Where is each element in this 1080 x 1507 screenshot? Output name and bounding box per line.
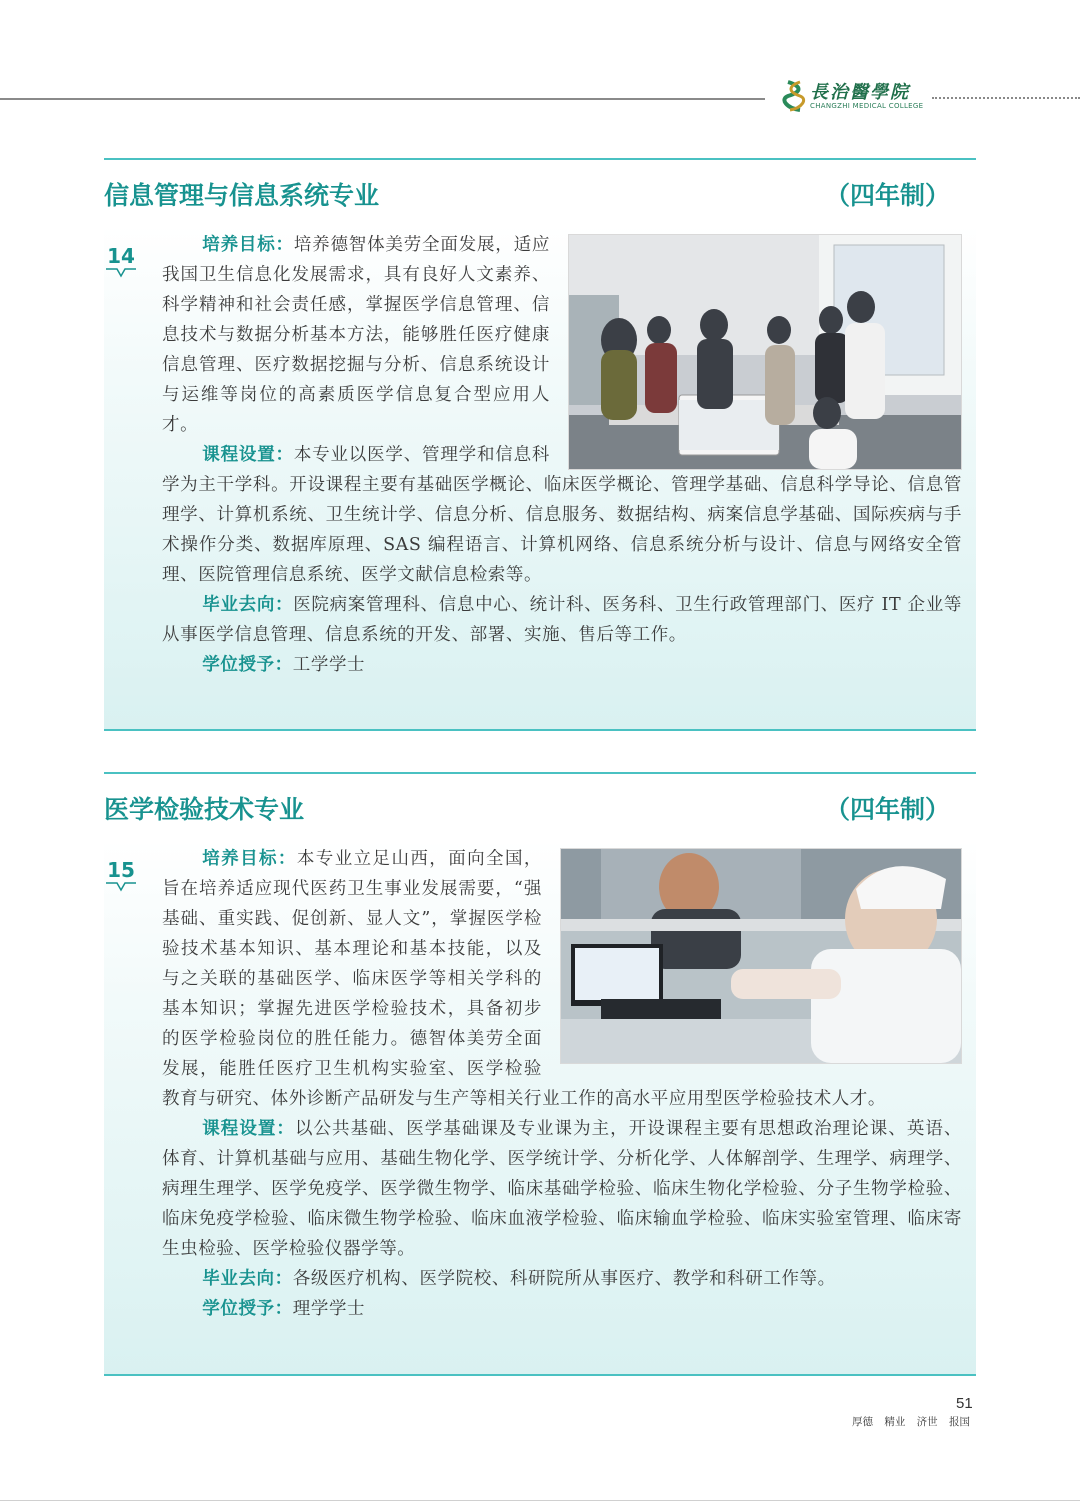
major-title: 医学检验技术专业	[104, 795, 305, 824]
logo-chinese-name: 長治醫學院	[810, 82, 910, 103]
footer-rule	[0, 1500, 1080, 1501]
office-visit-photo	[568, 234, 962, 470]
career-text: 医院病案管理科、信息中心、统计科、医务科、卫生行政管理部门、医疗 IT 企业等从事医学信息管理、信息系统的开发、部署、实施、售后等工作。	[162, 595, 963, 645]
major-description	[162, 844, 962, 1324]
blood-draw-photo	[560, 848, 962, 1064]
major-title: 信息管理与信息系统专业	[104, 181, 380, 210]
label-curriculum: 课程设置：	[202, 1119, 295, 1139]
label-curriculum: 课程设置：	[202, 445, 294, 465]
major-description	[162, 230, 962, 680]
chevron-down-icon	[106, 268, 136, 278]
college-emblem-icon	[782, 78, 808, 114]
section-bottom-rule	[104, 1374, 976, 1376]
program-duration: （四年制）	[824, 181, 950, 210]
major-number: 15	[107, 858, 135, 882]
label-career: 毕业去向：	[202, 1269, 293, 1289]
program-duration: （四年制）	[824, 795, 950, 824]
major-section-info-management	[104, 158, 976, 731]
training-goal-text: 本专业立足山西，面向全国，旨在培养适应现代医药卫生事业发展需要，“强基础、重实践、促创新、显人文”，掌握医学检验技术基本知识、基本理论和基本技能，以及与之关联的基础医学、临床医学等相关学科的基本知识；掌握先进医学检验技术，具备初步的医学检验岗位的胜任能力。德智体美劳全面发展，能胜任医疗卫生机构实验室、医学检验教育与研究、体外诊断产品研发与生产等相关行业工作的高水平应用型医学检验技术人才。	[162, 849, 886, 1109]
college-logo	[782, 78, 932, 118]
section-body	[104, 840, 976, 1374]
chevron-down-icon	[106, 882, 136, 892]
curriculum-text: 以公共基础、医学基础课及专业课为主，开设课程主要有思想政治理论课、英语、体育、计算机基础与应用、基础生物化学、医学统计学、分析化学、人体解剖学、生理学、病理学、病理生理学、医学免疫学、医学微生物学、临床基础学检验、临床生物化学检验、分子生物学检验、临床免疫学检验、临床微生物学检验、临床血液学检验、临床输血学检验、临床实验室管理、临床寄生虫检验、医学检验仪器学等。	[162, 1119, 963, 1259]
header-rule	[0, 98, 765, 100]
label-career: 毕业去向：	[202, 595, 294, 615]
label-training-goal: 培养目标：	[202, 235, 294, 255]
section-top-rule	[104, 158, 976, 160]
label-degree: 学位授予：	[202, 655, 293, 675]
college-motto: 厚德 精业 济世 报国	[852, 1416, 971, 1428]
header-dotted-rule	[932, 97, 1080, 99]
major-section-lab-medicine	[104, 772, 976, 1376]
degree-text: 理学学士	[292, 1299, 366, 1319]
training-goal-text: 培养德智体美劳全面发展，适应我国卫生信息化发展需求，具有良好人文素养、科学精神和社会责任感，掌握医学信息管理、信息技术与数据分析基本方法，能够胜任医疗健康信息管理、医疗数据挖掘与分析、信息系统设计与运维等岗位的高素质医学信息复合型应用人才。	[162, 235, 551, 435]
major-number: 14	[107, 244, 135, 268]
section-body	[104, 226, 976, 729]
section-top-rule	[104, 772, 976, 774]
career-text: 各级医疗机构、医学院校、科研院所从事医疗、教学和科研工作等。	[292, 1269, 836, 1289]
label-training-goal: 培养目标：	[202, 849, 297, 869]
label-degree: 学位授予：	[202, 1299, 293, 1319]
section-bottom-rule	[104, 729, 976, 731]
curriculum-text: 本专业以医学、管理学和信息科学为主干学科。开设课程主要有基础医学概论、临床医学概论、管理学基础、信息科学导论、信息管理学、计算机系统、卫生统计学、信息分析、信息服务、数据结构、病案信息学基础、国际疾病与手术操作分类、数据库原理、SAS 编程语言、计算机网络、信息系统分析与设计、信息与网络安全管理、医院管理信息系统、医学文献信息检索等。	[162, 445, 962, 585]
page-number: 51	[956, 1395, 973, 1412]
logo-english-name: CHANGZHI MEDICAL COLLEGE	[810, 102, 924, 110]
degree-text: 工学学士	[292, 655, 366, 675]
